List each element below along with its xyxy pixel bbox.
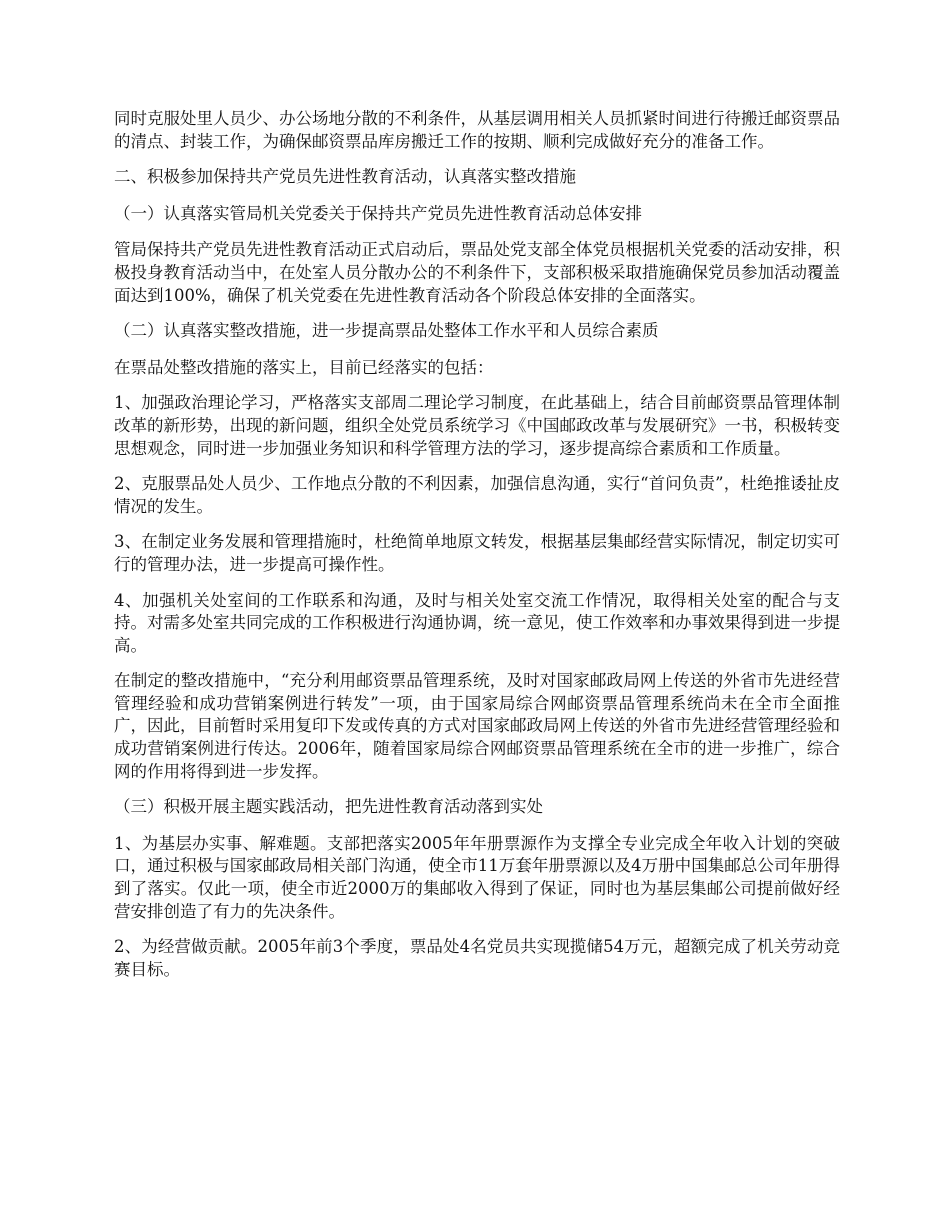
paragraph-education-launch: 管局保持共产党员先进性教育活动正式启动后，票品处党支部全体党员根据机关党委的活动安排，积极投身教育活动当中，在处室人员分散办公的不利条件下，支部积极采取措施确保党员参加活动覆盖面达到100%，确保了机关党委在先进性教育活动各个阶段总体安排的全面落实。 bbox=[114, 240, 840, 305]
list-item-4-coordination: 4、加强机关处室间的工作联系和沟通，及时与相关处室交流工作情况，取得相关处室的配合与支持。对需多处室共同完成的工作积极进行沟通协调，统一意见，使工作效率和办事效果得到进一步提高。 bbox=[114, 590, 840, 655]
section-heading-2: 二、积极参加保持共产党员先进性教育活动，认真落实整改措施 bbox=[114, 167, 576, 187]
document-body bbox=[114, 108, 840, 994]
subsection-heading-2-2: （二）认真落实整改措施，进一步提高票品处整体工作水平和人员综合素质 bbox=[114, 321, 659, 341]
list-item-2-communication: 2、克服票品处人员少、工作地点分散的不利因素，加强信息沟通，实行“首问负责”，杜绝推诿扯皮情况的发生。 bbox=[114, 474, 840, 516]
list-item-1-theory-study: 1、加强政治理论学习，严格落实支部周二理论学习制度，在此基础上，结合目前邮资票品管理体制改革的新形势，出现的新问题，组织全处党员系统学习《中国邮政改革与发展研究》一书，积极转变思想观念，同时进一步加强业务知识和科学管理方法的学习，逐步提高综合素质和工作质量。 bbox=[114, 393, 840, 458]
paragraph-system-rollout: 在制定的整改措施中，“充分利用邮资票品管理系统，及时对国家邮政局网上传送的外省市先进经营管理经验和成功营销案例进行转发”一项，由于国家局综合网邮资票品管理系统尚未在全市全面推广，因此，目前暂时采用复印下发或传真的方式对国家邮政局网上传送的外省市先进经营管理经验和成功营销案例进行传达。2006年，随着国家局综合网邮资票品管理系统在全市的进一步推广，综合网的作用将得到进一步发挥。 bbox=[114, 671, 840, 781]
subsection-heading-2-1: （一）认真落实管局机关党委关于保持共产党员先进性教育活动总体安排 bbox=[114, 203, 642, 223]
paragraph-relocation-prep: 同时克服处里人员少、办公场地分散的不利条件，从基层调用相关人员抓紧时间进行待搬迁邮资票品的清点、封装工作，为确保邮资票品库房搬迁工作的按期、顺利完成做好充分的准备工作。 bbox=[114, 109, 840, 151]
practice-item-2-contribution: 2、为经营做贡献。2005年前3个季度，票品处4名党员共实现揽储54万元，超额完成了机关劳动竞赛目标。 bbox=[114, 937, 840, 979]
paragraph-implemented-intro: 在票品处整改措施的落实上，目前已经落实的包括： bbox=[114, 357, 494, 377]
subsection-heading-2-3: （三）积极开展主题实践活动，把先进性教育活动落到实处 bbox=[114, 797, 543, 817]
practice-item-1-grassroots: 1、为基层办实事、解难题。支部把落实2005年年册票源作为支撑全专业完成全年收入计划的突破口，通过积极与国家邮政局相关部门沟通，使全市11万套年册票源以及4万册中国集邮总公司年册得到了落实。仅此一项，使全市近2000万的集邮收入得到了保证，同时也为基层集邮公司提前做好经营安排创造了有力的先决条件。 bbox=[114, 833, 840, 921]
list-item-3-management: 3、在制定业务发展和管理措施时，杜绝简单地原文转发，根据基层集邮经营实际情况，制定切实可行的管理办法，进一步提高可操作性。 bbox=[114, 532, 840, 574]
